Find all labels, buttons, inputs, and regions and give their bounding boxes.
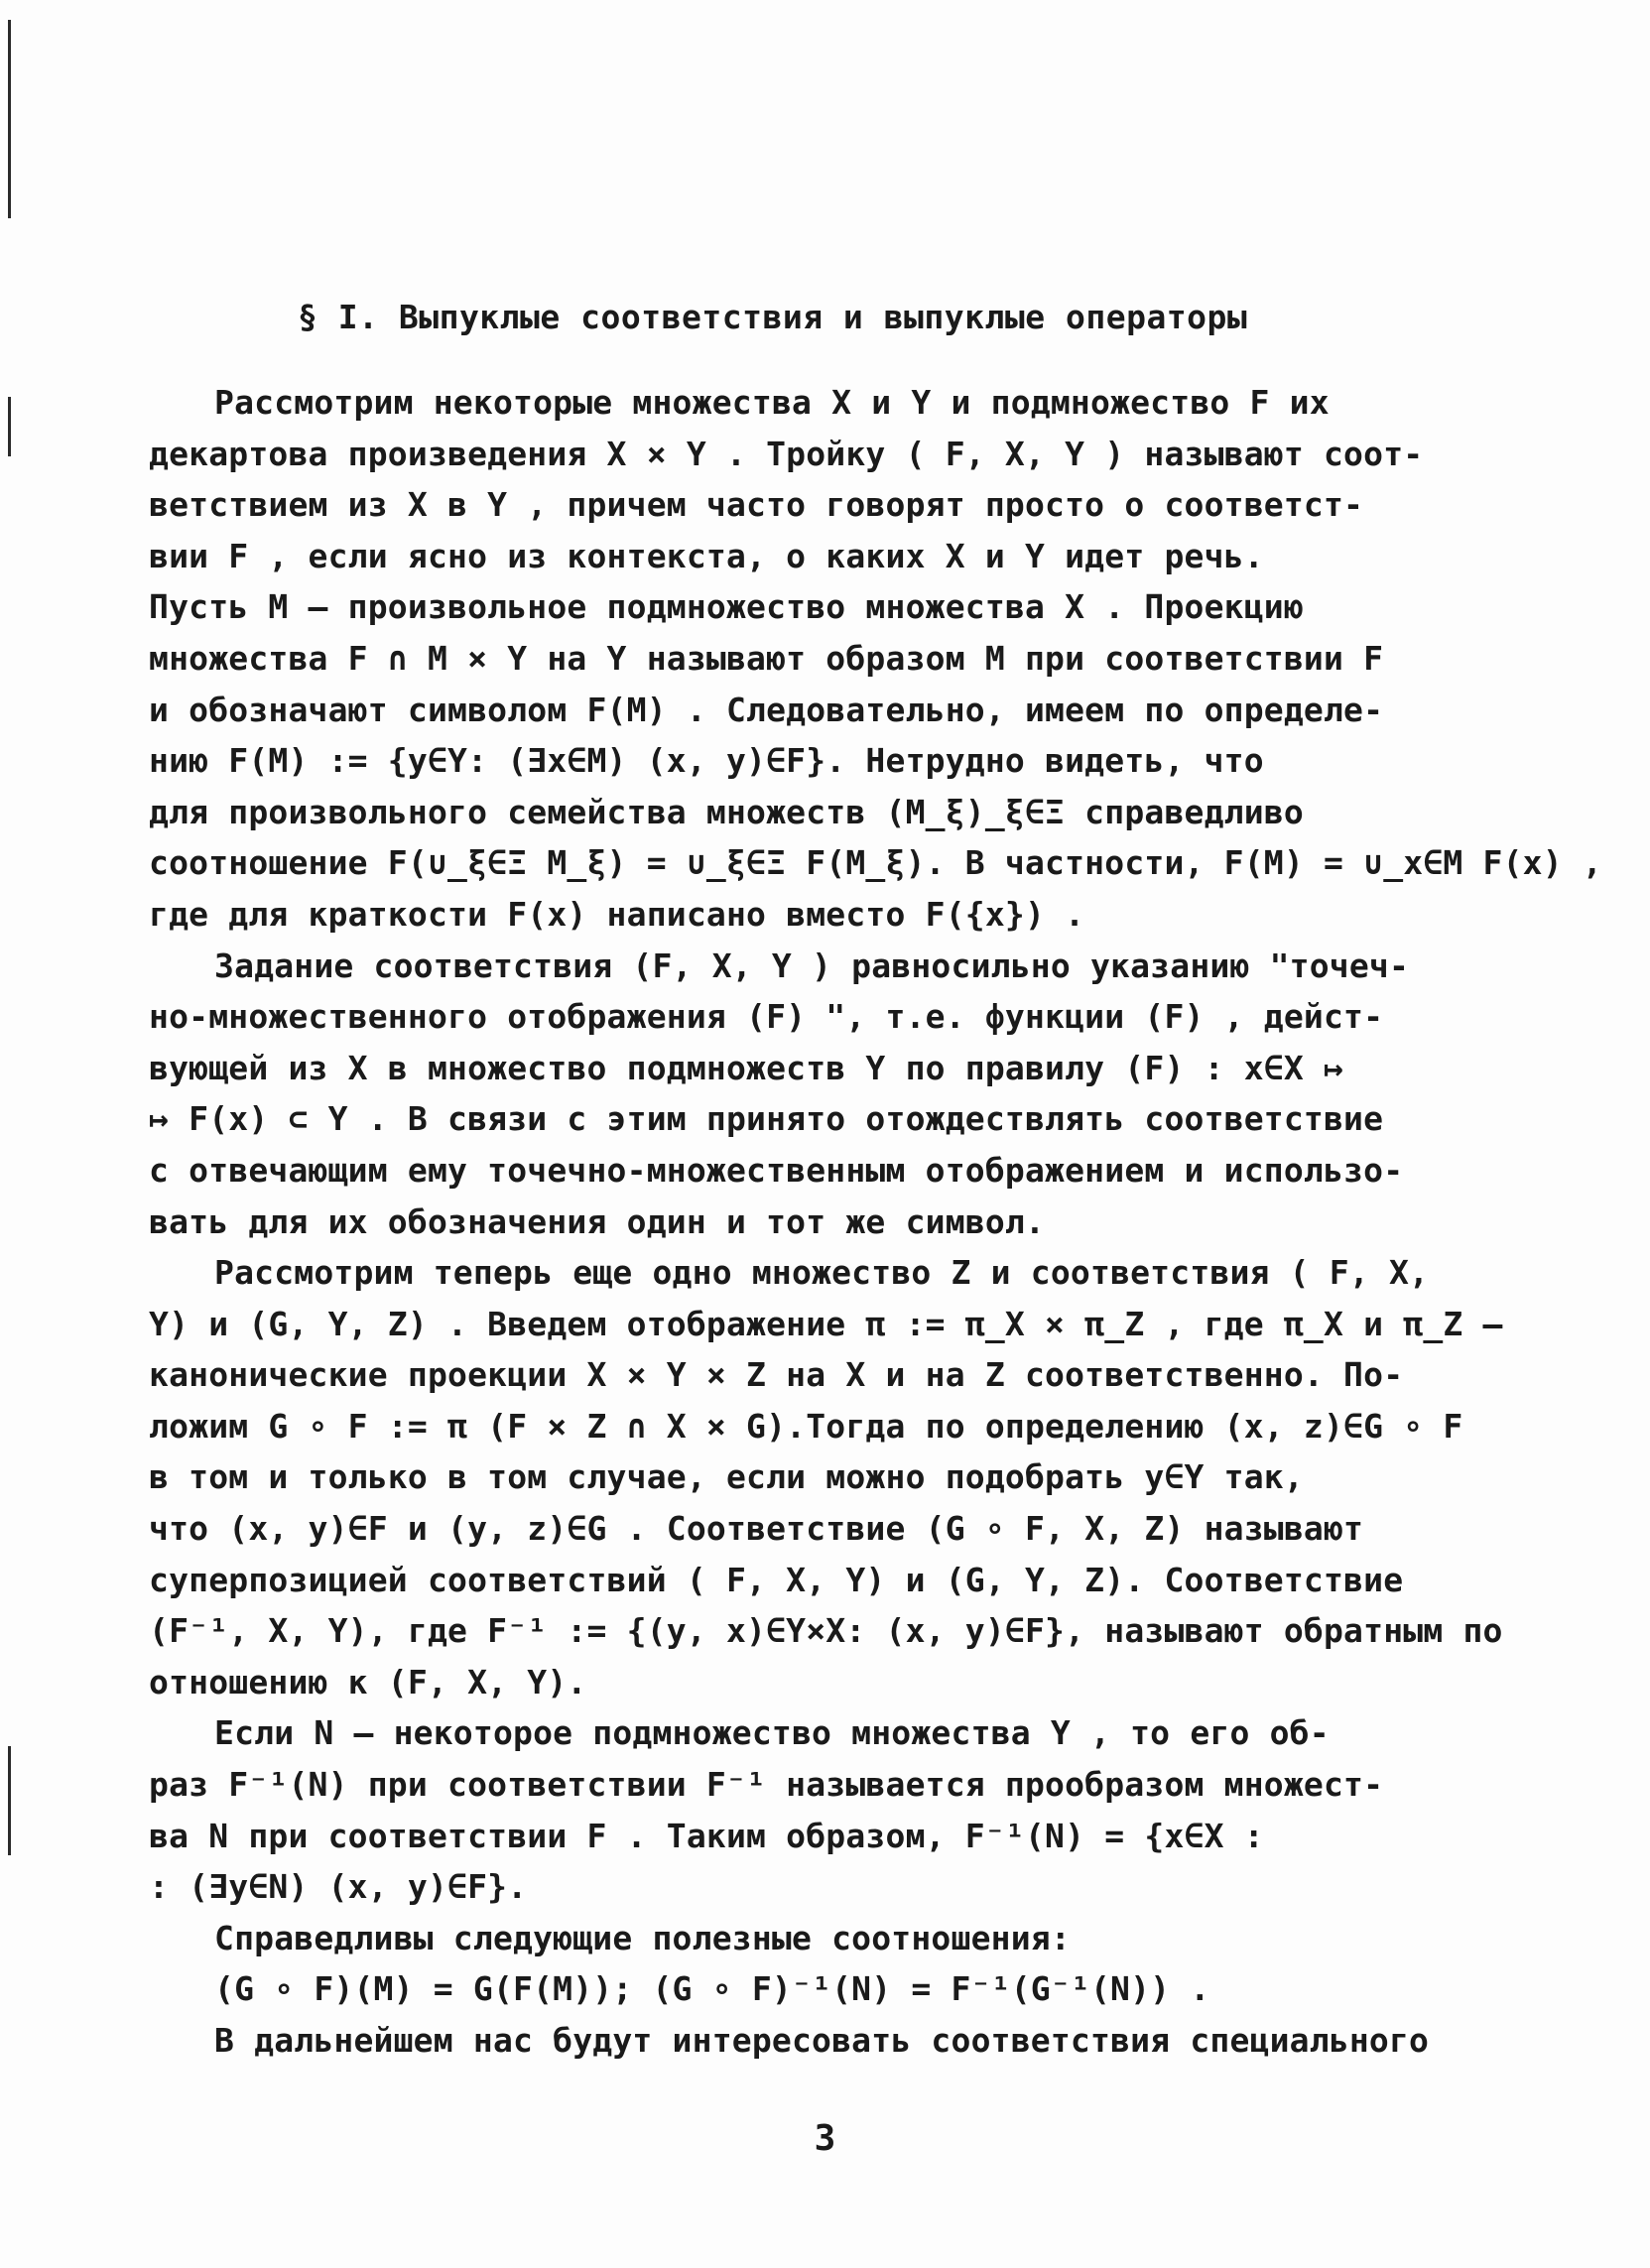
text-line: суперпозицией соответствий ( F, X, Y) и (G, Y, Z). Соответствие xyxy=(149,1560,1404,1599)
body-text xyxy=(149,377,1602,2067)
text-line: Y) и (G, Y, Z) . Введем отображение π := π_X × π_Z , где π_X и π_Z – xyxy=(149,1304,1503,1343)
text-line: Если N – некоторое подмножество множества Y , то его об- xyxy=(214,1713,1330,1753)
text-line: нию F(M) := {y∈Y: (∃x∈M) (x, y)∈F}. Нетрудно видеть, что xyxy=(149,741,1264,781)
text-line: (F⁻¹, X, Y), где F⁻¹ := {(y, x)∈Y×X: (x, y)∈F}, называют обратным по xyxy=(149,1611,1503,1651)
text-line: отношению к (F, X, Y). xyxy=(149,1662,587,1701)
text-line: с отвечающим ему точечно-множественным отображением и использо- xyxy=(149,1150,1404,1190)
text-line: и обозначают символом F(M) . Следовательно, имеем по определе- xyxy=(149,690,1384,729)
text-line: соотношение F(∪_ξ∈Ξ M_ξ) = ∪_ξ∈Ξ F(M_ξ). В частности, F(M) = ∪_x∈M F(x) , xyxy=(149,843,1602,883)
page-number: 3 xyxy=(814,2118,836,2159)
text-line: Рассмотрим некоторые множества X и Y и подмножество F их xyxy=(214,383,1330,422)
text-line: ложим G ∘ F := π (F × Z ∩ X × G).Тогда по определению (x, z)∈G ∘ F xyxy=(149,1406,1463,1446)
text-line: декартова произведения X × Y . Тройку ( F, X, Y ) называют соот- xyxy=(149,434,1424,473)
text-line: Задание соответствия (F, X, Y ) равносильно указанию "точеч- xyxy=(214,945,1410,985)
text-line: ветствием из X в Y , причем часто говорят просто о соответст- xyxy=(149,485,1364,525)
text-line: вать для их обозначения один и тот же символ. xyxy=(149,1201,1046,1241)
text-line: Рассмотрим теперь еще одно множество Z и соответствия ( F, X, xyxy=(214,1253,1430,1293)
text-line: раз F⁻¹(N) при соответствии F⁻¹ называется прообразом множест- xyxy=(149,1765,1384,1805)
scan-margin-mark-top xyxy=(8,20,11,218)
text-line: вующей из X в множество подмножеств Y по правилу (F) : x∈X ↦ xyxy=(149,1048,1344,1087)
text-line: в том и только в том случае, если можно подобрать y∈Y так, xyxy=(149,1457,1304,1497)
text-line: для произвольного семейства множеств (M_ξ)_ξ∈Ξ справедливо xyxy=(149,792,1304,831)
text-line: вии F , если ясно из контекста, о каких X и Y идет речь. xyxy=(149,536,1264,575)
text-line: что (x, y)∈F и (y, z)∈G . Соответствие (G ∘ F, X, Z) называют xyxy=(149,1509,1364,1549)
text-line: множества F ∩ M × Y на Y называют образом M при соответствии F xyxy=(149,638,1384,678)
text-line: но-множественного отображения (F) ", т.е. функции (F) , дейст- xyxy=(149,997,1384,1037)
text-line: где для краткости F(x) написано вместо F({x}) . xyxy=(149,894,1085,934)
text-line: : (∃y∈N) (x, y)∈F}. xyxy=(149,1867,528,1907)
text-line: ва N при соответствии F . Таким образом, F⁻¹(N) = {x∈X : xyxy=(149,1816,1264,1855)
text-line: канонические проекции X × Y × Z на X и на Z соответственно. По- xyxy=(149,1355,1404,1395)
text-line: ↦ F(x) ⊂ Y . В связи с этим принято отождествлять соответствие xyxy=(149,1099,1384,1139)
text-line: Пусть M – произвольное подмножество множества X . Проекцию xyxy=(149,587,1304,627)
text-line: В дальнейшем нас будут интересовать соответствия специального xyxy=(214,2021,1430,2060)
section-heading: § I. Выпуклые соответствия и выпуклые операторы xyxy=(298,298,1248,336)
text-line: Справедливы следующие полезные соотношения: xyxy=(214,1918,1071,1957)
text-line: (G ∘ F)(M) = G(F(M)); (G ∘ F)⁻¹(N) = F⁻¹(G⁻¹(N)) . xyxy=(214,1969,1210,2009)
scan-margin-mark-bottom xyxy=(8,1746,11,1855)
scan-margin-mark-middle xyxy=(8,397,11,456)
